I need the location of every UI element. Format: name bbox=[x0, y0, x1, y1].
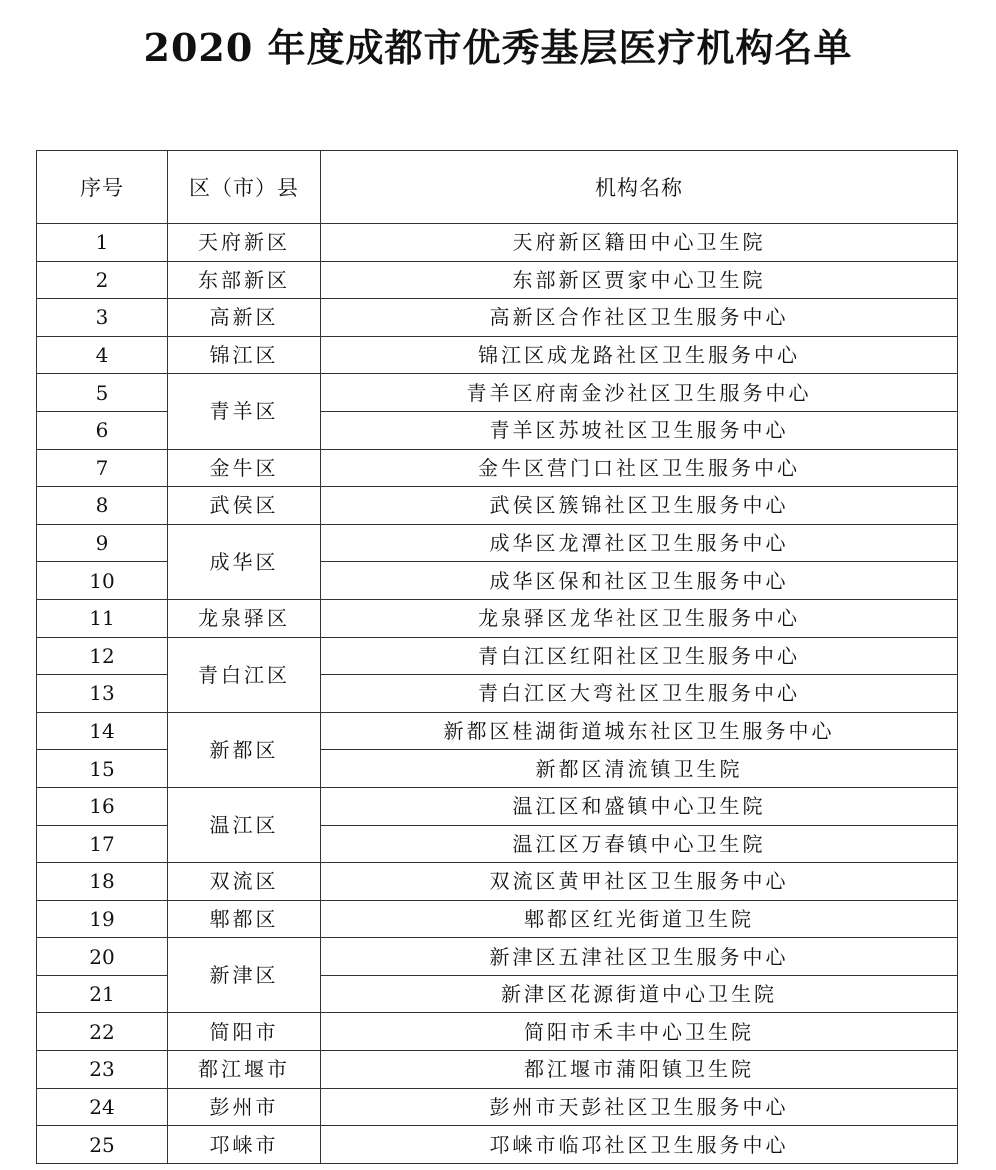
table-row bbox=[37, 524, 958, 562]
row-institution-name: 温江区万春镇中心卫生院 bbox=[321, 825, 958, 863]
row-serial-number: 25 bbox=[37, 1126, 168, 1164]
row-district: 简阳市 bbox=[168, 1013, 321, 1051]
row-serial-number: 14 bbox=[37, 712, 168, 750]
row-institution-name: 新都区清流镇卫生院 bbox=[321, 750, 958, 788]
row-institution-name: 成华区保和社区卫生服务中心 bbox=[321, 562, 958, 600]
row-district: 郫都区 bbox=[168, 900, 321, 938]
row-institution-name: 简阳市禾丰中心卫生院 bbox=[321, 1013, 958, 1051]
row-institution-name: 温江区和盛镇中心卫生院 bbox=[321, 787, 958, 825]
row-institution-name: 东部新区贾家中心卫生院 bbox=[321, 261, 958, 299]
row-institution-name: 新津区花源街道中心卫生院 bbox=[321, 975, 958, 1013]
row-serial-number: 3 bbox=[37, 299, 168, 337]
row-institution-name: 武侯区簇锦社区卫生服务中心 bbox=[321, 487, 958, 525]
row-district: 新都区 bbox=[168, 712, 321, 787]
row-district: 龙泉驿区 bbox=[168, 599, 321, 637]
row-institution-name: 新都区桂湖街道城东社区卫生服务中心 bbox=[321, 712, 958, 750]
table-row bbox=[37, 637, 958, 675]
row-serial-number: 11 bbox=[37, 599, 168, 637]
table-row bbox=[37, 1126, 958, 1164]
table-row bbox=[37, 299, 958, 337]
row-institution-name: 邛崃市临邛社区卫生服务中心 bbox=[321, 1126, 958, 1164]
row-district: 青羊区 bbox=[168, 374, 321, 449]
table-row bbox=[37, 599, 958, 637]
row-institution-name: 金牛区营门口社区卫生服务中心 bbox=[321, 449, 958, 487]
table-row bbox=[37, 938, 958, 976]
table-row bbox=[37, 449, 958, 487]
row-serial-number: 8 bbox=[37, 487, 168, 525]
row-district: 温江区 bbox=[168, 787, 321, 862]
row-institution-name: 双流区黄甲社区卫生服务中心 bbox=[321, 863, 958, 901]
header-serial-number: 序号 bbox=[37, 151, 168, 224]
row-serial-number: 7 bbox=[37, 449, 168, 487]
row-serial-number: 6 bbox=[37, 411, 168, 449]
institution-table bbox=[36, 150, 958, 1164]
row-serial-number: 2 bbox=[37, 261, 168, 299]
row-serial-number: 19 bbox=[37, 900, 168, 938]
row-district: 成华区 bbox=[168, 524, 321, 599]
row-serial-number: 22 bbox=[37, 1013, 168, 1051]
row-institution-name: 郫都区红光街道卫生院 bbox=[321, 900, 958, 938]
row-institution-name: 青羊区苏坡社区卫生服务中心 bbox=[321, 411, 958, 449]
row-serial-number: 4 bbox=[37, 336, 168, 374]
row-serial-number: 10 bbox=[37, 562, 168, 600]
table-row bbox=[37, 787, 958, 825]
row-district: 都江堰市 bbox=[168, 1051, 321, 1089]
row-institution-name: 青羊区府南金沙社区卫生服务中心 bbox=[321, 374, 958, 412]
row-institution-name: 龙泉驿区龙华社区卫生服务中心 bbox=[321, 599, 958, 637]
row-district: 双流区 bbox=[168, 863, 321, 901]
table-row bbox=[37, 712, 958, 750]
row-institution-name: 青白江区大弯社区卫生服务中心 bbox=[321, 675, 958, 713]
table-row bbox=[37, 487, 958, 525]
row-serial-number: 17 bbox=[37, 825, 168, 863]
row-serial-number: 23 bbox=[37, 1051, 168, 1089]
row-serial-number: 20 bbox=[37, 938, 168, 976]
row-district: 彭州市 bbox=[168, 1088, 321, 1126]
row-institution-name: 天府新区籍田中心卫生院 bbox=[321, 224, 958, 262]
row-district: 新津区 bbox=[168, 938, 321, 1013]
row-institution-name: 成华区龙潭社区卫生服务中心 bbox=[321, 524, 958, 562]
row-district: 金牛区 bbox=[168, 449, 321, 487]
row-institution-name: 高新区合作社区卫生服务中心 bbox=[321, 299, 958, 337]
row-institution-name: 锦江区成龙路社区卫生服务中心 bbox=[321, 336, 958, 374]
table-body bbox=[37, 224, 958, 1164]
table-row bbox=[37, 1051, 958, 1089]
row-serial-number: 15 bbox=[37, 750, 168, 788]
table-row bbox=[37, 1013, 958, 1051]
row-district: 青白江区 bbox=[168, 637, 321, 712]
row-serial-number: 12 bbox=[37, 637, 168, 675]
page-title: 2020 年度成都市优秀基层医疗机构名单 bbox=[143, 25, 853, 70]
row-district: 锦江区 bbox=[168, 336, 321, 374]
table-row bbox=[37, 374, 958, 412]
row-serial-number: 13 bbox=[37, 675, 168, 713]
row-district: 武侯区 bbox=[168, 487, 321, 525]
table-row bbox=[37, 863, 958, 901]
table-row bbox=[37, 224, 958, 262]
table-row bbox=[37, 1088, 958, 1126]
row-district: 高新区 bbox=[168, 299, 321, 337]
row-institution-name: 都江堰市蒲阳镇卫生院 bbox=[321, 1051, 958, 1089]
row-institution-name: 彭州市天彭社区卫生服务中心 bbox=[321, 1088, 958, 1126]
header-institution-name: 机构名称 bbox=[321, 151, 958, 224]
row-institution-name: 青白江区红阳社区卫生服务中心 bbox=[321, 637, 958, 675]
row-serial-number: 21 bbox=[37, 975, 168, 1013]
table-row bbox=[37, 900, 958, 938]
row-district: 邛崃市 bbox=[168, 1126, 321, 1164]
table-row bbox=[37, 261, 958, 299]
row-institution-name: 新津区五津社区卫生服务中心 bbox=[321, 938, 958, 976]
row-serial-number: 16 bbox=[37, 787, 168, 825]
table-header-row bbox=[37, 151, 958, 224]
row-district: 东部新区 bbox=[168, 261, 321, 299]
row-district: 天府新区 bbox=[168, 224, 321, 262]
row-serial-number: 1 bbox=[37, 224, 168, 262]
row-serial-number: 18 bbox=[37, 863, 168, 901]
header-district: 区（市）县 bbox=[168, 151, 321, 224]
row-serial-number: 9 bbox=[37, 524, 168, 562]
row-serial-number: 24 bbox=[37, 1088, 168, 1126]
row-serial-number: 5 bbox=[37, 374, 168, 412]
table-row bbox=[37, 336, 958, 374]
